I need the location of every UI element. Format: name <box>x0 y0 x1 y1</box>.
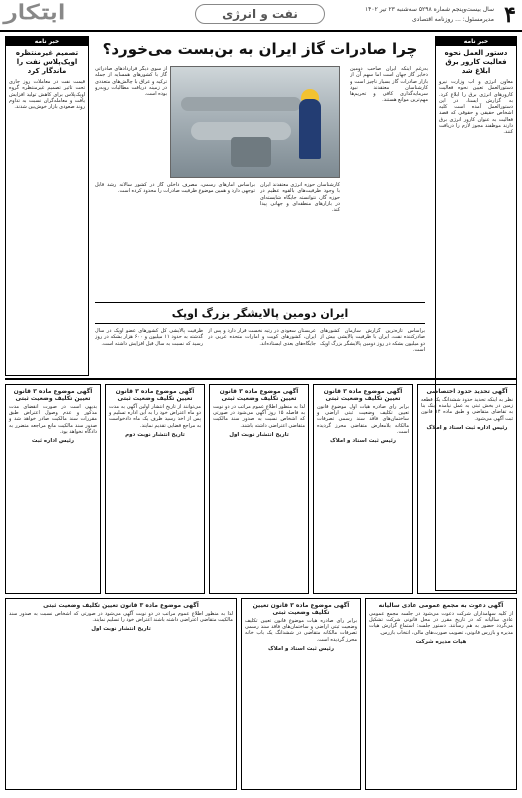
right-box-title: دستور العمل نحوه فعالیت کارور برق ابلاغ شد <box>444 49 508 75</box>
section-badge: نفت و انرژی <box>195 4 325 24</box>
ad-signature: تاریخ انتشار نوبت دوم <box>125 431 185 438</box>
ad-body: لذا به منظور اطلاع عموم مراتب در دو نوبت به فاصله ۱۵ روز آگهی می‌شود در صورتی که اشخاص نسبت به صدور سند مالکیت متقاضی اعتراضی داشته باشند. <box>213 404 305 429</box>
main-article-col-1: به‌رغم اینکه ایران صاحب دومین ذخایر گاز جهان است اما سهم آن از بازار صادرات گاز بسیار ناچیز است و کارشناسان معتقدند نبود سرمایه‌گذاری کافی و تحریم‌ها مهم‌ترین موانع هستند. <box>350 66 428 104</box>
ad-signature: رئیس ثبت اسناد و املاک <box>268 645 334 652</box>
ad-title: آگهی موضوع ماده ۳ قانون تعیین تکلیف وضعیت ثبتی <box>13 388 93 402</box>
second-headline: ایران دومین پالایشگر بزرگ اوپک <box>95 302 425 324</box>
ad-title: آگهی دعوت به مجمع عمومی عادی سالیانه <box>378 602 504 609</box>
ad-body: نظر به اینکه تحدید حدود ششدانگ یک قطعه زمین در بخش ثبتی به عمل نیامده اینک بنا به تقاضای متقاضی و طبق ماده ۱۴ قانون ثبت آگهی می‌شود. <box>421 397 513 422</box>
legal-ad <box>241 598 361 790</box>
main-article-col-4: از سوی دیگر قراردادهای صادراتی گاز با کشورهای همسایه از جمله ترکیه و عراق با چالش‌های متعددی در زمینه دریافت مطالبات روبه‌رو بوده است. <box>95 66 167 98</box>
ad-title: آگهی موضوع ماده ۳ قانون تعیین تکلیف وضعیت ثبتی <box>252 602 350 616</box>
ad-body: می‌توانند از تاریخ انتشار اولین آگهی به مدت دو ماه اعتراض خود را به این اداره تسلیم و پس از اخذ رسید ظرف یک ماه دادخواست به مراجع قضایی تقدیم نمایند. <box>109 404 201 429</box>
main-headline: چرا صادرات گاز ایران به بن‌بست می‌خورد؟ <box>102 40 418 58</box>
legal-ad <box>313 384 413 594</box>
ad-body: بدیهی است در صورت انقضای مدت مذکور و عدم وصول اعتراض طبق مقررات سند مالکیت صادر خواهد شد و صدور سند مالکیت مانع مراجعه متضرر به دادگاه نخواهد بود. <box>9 404 97 435</box>
ad-body: لذا به منظور اطلاع عموم مراتب در دو نوبت آگهی می‌شود در صورتی که اشخاص نسبت به صدور سند مالکیت متقاضی اعتراضی داشته باشند اعتراض خود را تسلیم نمایند. <box>9 611 233 624</box>
ad-signature: تاریخ انتشار نوبت اول <box>229 431 289 438</box>
ad-body: از کلیه سهامداران شرکت دعوت می‌شود در جلسه مجمع عمومی عادی سالیانه که در تاریخ مقرر در محل قانونی شرکت تشکیل می‌گردد حضور به هم رسانند. دستور جلسه: استماع گزارش هیات مدیره و بازرس قانونی، تصویب صورت‌های مالی، انتخاب بازرس. <box>369 611 513 636</box>
ad-title: آگهی موضوع ماده ۳ قانون تعیین تکلیف وضعیت ثبتی <box>219 388 299 402</box>
ad-title: آگهی موضوع ماده ۳ قانون تعیین تکلیف وضعیت ثبتی <box>43 602 199 609</box>
ad-title: آگهی موضوع ماده ۳ قانون تعیین تکلیف وضعیت ثبتی <box>323 388 403 402</box>
valve-shape <box>231 137 271 167</box>
shareholder-meeting-ad <box>365 598 517 790</box>
right-box-body: معاون انرژی و آب وزارت نیرو دستورالعمل تعیین نحوه فعالیت کارورهای انرژی برق را ابلاغ کرد. به گزارش ایسنا، در این دستورالعمل آمده است کلیه اشخاص حقیقی و حقوقی که قصد فعالیت به عنوان کارور انرژی برق دارند موظفند مجوز لازم را دریافت کنند. <box>439 79 513 136</box>
ad-signature: رئیس اداره ثبت <box>31 438 75 445</box>
ad-title: آگهی تحدید حدود اختصاصی <box>426 388 508 395</box>
ad-body: برابر رای صادره هیات موضوع قانون تعیین تکلیف وضعیت ثبتی اراضی و ساختمان‌های فاقد سند رسمی تصرفات مالکانه متقاضی در ششدانگ یک باب خانه محرز گردیده است. <box>245 618 357 643</box>
pipe-shape <box>181 97 301 111</box>
ad-body: برابر رای صادره هیات اول موضوع قانون تعیین تکلیف وضعیت ثبتی اراضی و ساختمان‌های فاقد سند رسمی تصرفات مالکانه بلامعارض متقاضی محرز گردیده است. <box>317 404 409 435</box>
left-box-body: قیمت نفت در معاملات روز جاری تحت تاثیر تصمیم غیرمنتظره گروه اوپک‌پلاس برای کاهش تولید افزایش یافت و معامله‌گران نسبت به تداوم روند صعودی بازار خوش‌بین شدند. <box>9 79 85 111</box>
ad-title: آگهی موضوع ماده ۳ قانون تعیین تکلیف وضعیت ثبتی <box>115 388 195 402</box>
ad-signature: رئیس ثبت اسناد و املاک <box>330 438 396 445</box>
newspaper-logo: ابتکار <box>4 0 66 24</box>
issue-line: سال بیست‌وپنجم شماره ۵۲۹۸ سه‌شنبه ۲۳ تیر ۱۴۰۲ <box>364 6 494 13</box>
legal-ad <box>417 384 517 594</box>
legal-ad <box>5 384 101 594</box>
left-box-title: تصمیم غیرمنتظره اوپک‌پلاس نفت را ماندگار کرد <box>15 49 79 75</box>
ad-signature: رئیس اداره ثبت اسناد و املاک <box>426 424 508 431</box>
second-article-col-3: ظرفیت پالایشی کل کشورهای عضو اوپک در سال گذشته به حدود ۱۱ میلیون و ۶۰۰ هزار بشکه در روز رسید که نسبت به سال قبل افزایش داشته است. <box>95 328 203 347</box>
main-article-col-2: کارشناسان حوزه انرژی معتقدند ایران با وجود ظرفیت‌های بالقوه عظیم در حوزه گاز، نتوانسته جایگاه شایسته‌ای در بازارهای منطقه‌ای و جهانی پیدا کند. <box>260 182 340 214</box>
page-number: ۴ <box>504 2 516 28</box>
ads-section <box>5 378 517 793</box>
right-box-header: خبر نامه <box>436 37 516 46</box>
legal-ad <box>209 384 309 594</box>
main-article-col-3: براساس آمارهای رسمی، مصرف داخلی گاز در کشور سالانه رشد قابل توجهی دارد و همین موضوع ظرفیت صادرات را محدود کرده است. <box>95 182 255 195</box>
legal-ad <box>105 384 205 594</box>
ad-signature: هیات مدیره شرکت <box>415 638 467 645</box>
left-box-header: خبر نامه <box>6 37 88 46</box>
second-article-col-2: عربستان سعودی در رتبه نخست قرار دارد و پس از ایران، کشورهای کویت و امارات متحده عربی در جایگاه‌های بعدی ایستاده‌اند. <box>208 328 316 347</box>
left-news-box <box>5 36 89 376</box>
masthead <box>0 0 522 32</box>
article-photo <box>170 66 340 178</box>
date-line: مدیرمسئول: ... روزنامه اقتصادی <box>411 16 494 23</box>
worker-figure <box>299 99 321 159</box>
ad-signature: تاریخ انتشار نوبت اول <box>91 626 151 633</box>
second-article-col-1: براساس تازه‌ترین گزارش سازمان کشورهای صادرکننده نفت، ایران با ظرفیت پالایشی بیش از دو میلیون بشکه در روز دومین پالایشگر بزرگ اوپک است. <box>320 328 425 353</box>
legal-ad <box>5 598 237 790</box>
